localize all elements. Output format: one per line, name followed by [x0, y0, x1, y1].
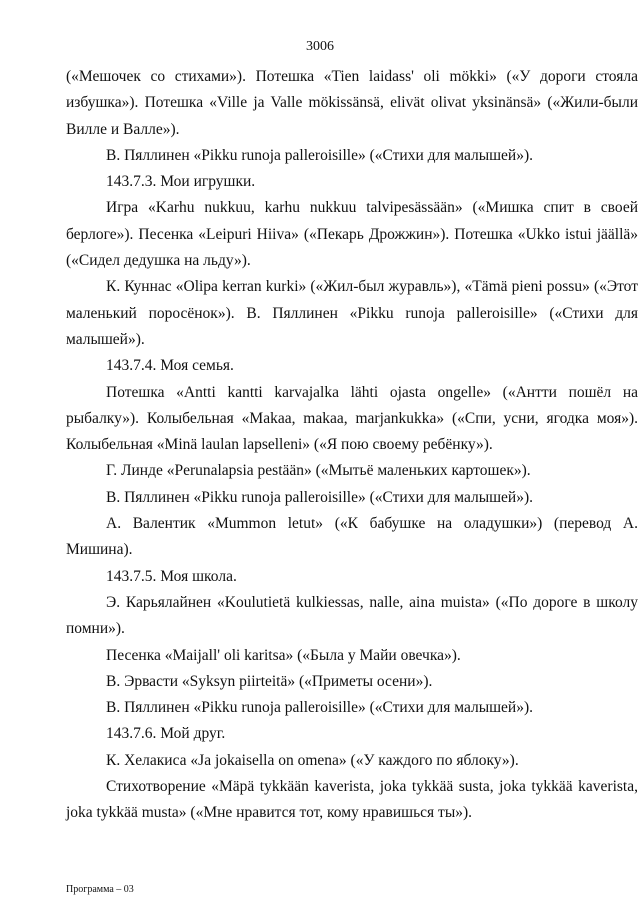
section-heading: 143.7.6. Мой друг. [106, 725, 226, 743]
paragraph: Г. Линде «Perunalapsia pestään» («Мытьё маленьких картошек»). [106, 462, 531, 480]
paragraph: Песенка «Maijall' oli karitsa» («Была у Майи овечка»). [106, 646, 461, 664]
paragraph-continuation: («Мешочек со стихами»). Потешка «Tien laidass' oli mökki» («У дороги стояла избушка»). Потешка «Ville ja Valle mökissänsä, elivät olivat yksinänsä» («Жили-были Вилле и Валле»). [66, 68, 638, 138]
paragraph: В. Пяллинен «Pikku runoja palleroisille» («Стихи для малышей»). [106, 146, 534, 164]
document-body [66, 64, 638, 827]
paragraph: А. Валентик «Mummon letut» («К бабушке на оладушки») (перевод А. Мишина). [66, 515, 638, 559]
section-heading: 143.7.4. Моя семья. [106, 357, 234, 375]
paragraph: Игра «Karhu nukkuu, karhu nukkuu talvipesässään» («Мишка спит в своей берлоге»). Песенка «Leipuri Hiiva» («Пекарь Дрожжин»). Потешка «Ukko istui jäällä» («Сидел дедушка на льду»). [66, 199, 638, 270]
section-heading: 143.7.5. Моя школа. [106, 567, 237, 585]
paragraph: В. Пяллинен «Pikku runoja palleroisille» («Стихи для малышей»). [106, 699, 534, 717]
paragraph: В. Эрвасти «Syksyn piirteitä» («Приметы осени»). [106, 672, 433, 690]
paragraph: В. Пяллинен «Pikku runoja palleroisille» («Стихи для малышей»). [106, 488, 534, 506]
paragraph: К. Хелакиса «Ja jokaisella on omena» («У каждого по яблоку»). [106, 751, 519, 769]
paragraph: Потешка «Antti kantti karvajalka lähti ojasta ongelle» («Антти пошёл на рыбалку»). Колыбельная «Makaa, makaa, marjankukka» («Спи, усни, ягодка моя»). Колыбельная «Minä laulan lapselleni» («Я пою своему ребёнку»). [66, 383, 638, 454]
paragraph: Э. Карьялайнен «Koulutietä kulkiessas, nalle, aina muista» («По дороге в школу помни»). [66, 593, 638, 638]
paragraph: Стихотворение «Mäpä tykkään kaverista, joka tykkää susta, joka tykkää kaverista, joka tykkää musta» («Мне нравится тот, кому нравишься ты»). [66, 778, 638, 822]
page-number: 3006 [306, 39, 334, 54]
page-footer: Программа – 03 [66, 884, 134, 895]
paragraph: К. Куннас «Olipa kerran kurki» («Жил-был журавль»), «Tämä pieni possu» («Этот маленький поросёнок»). В. Пяллинен «Pikku runoja palleroisille» («Стихи для малышей»). [66, 278, 638, 348]
section-heading: 143.7.3. Мои игрушки. [106, 173, 256, 191]
